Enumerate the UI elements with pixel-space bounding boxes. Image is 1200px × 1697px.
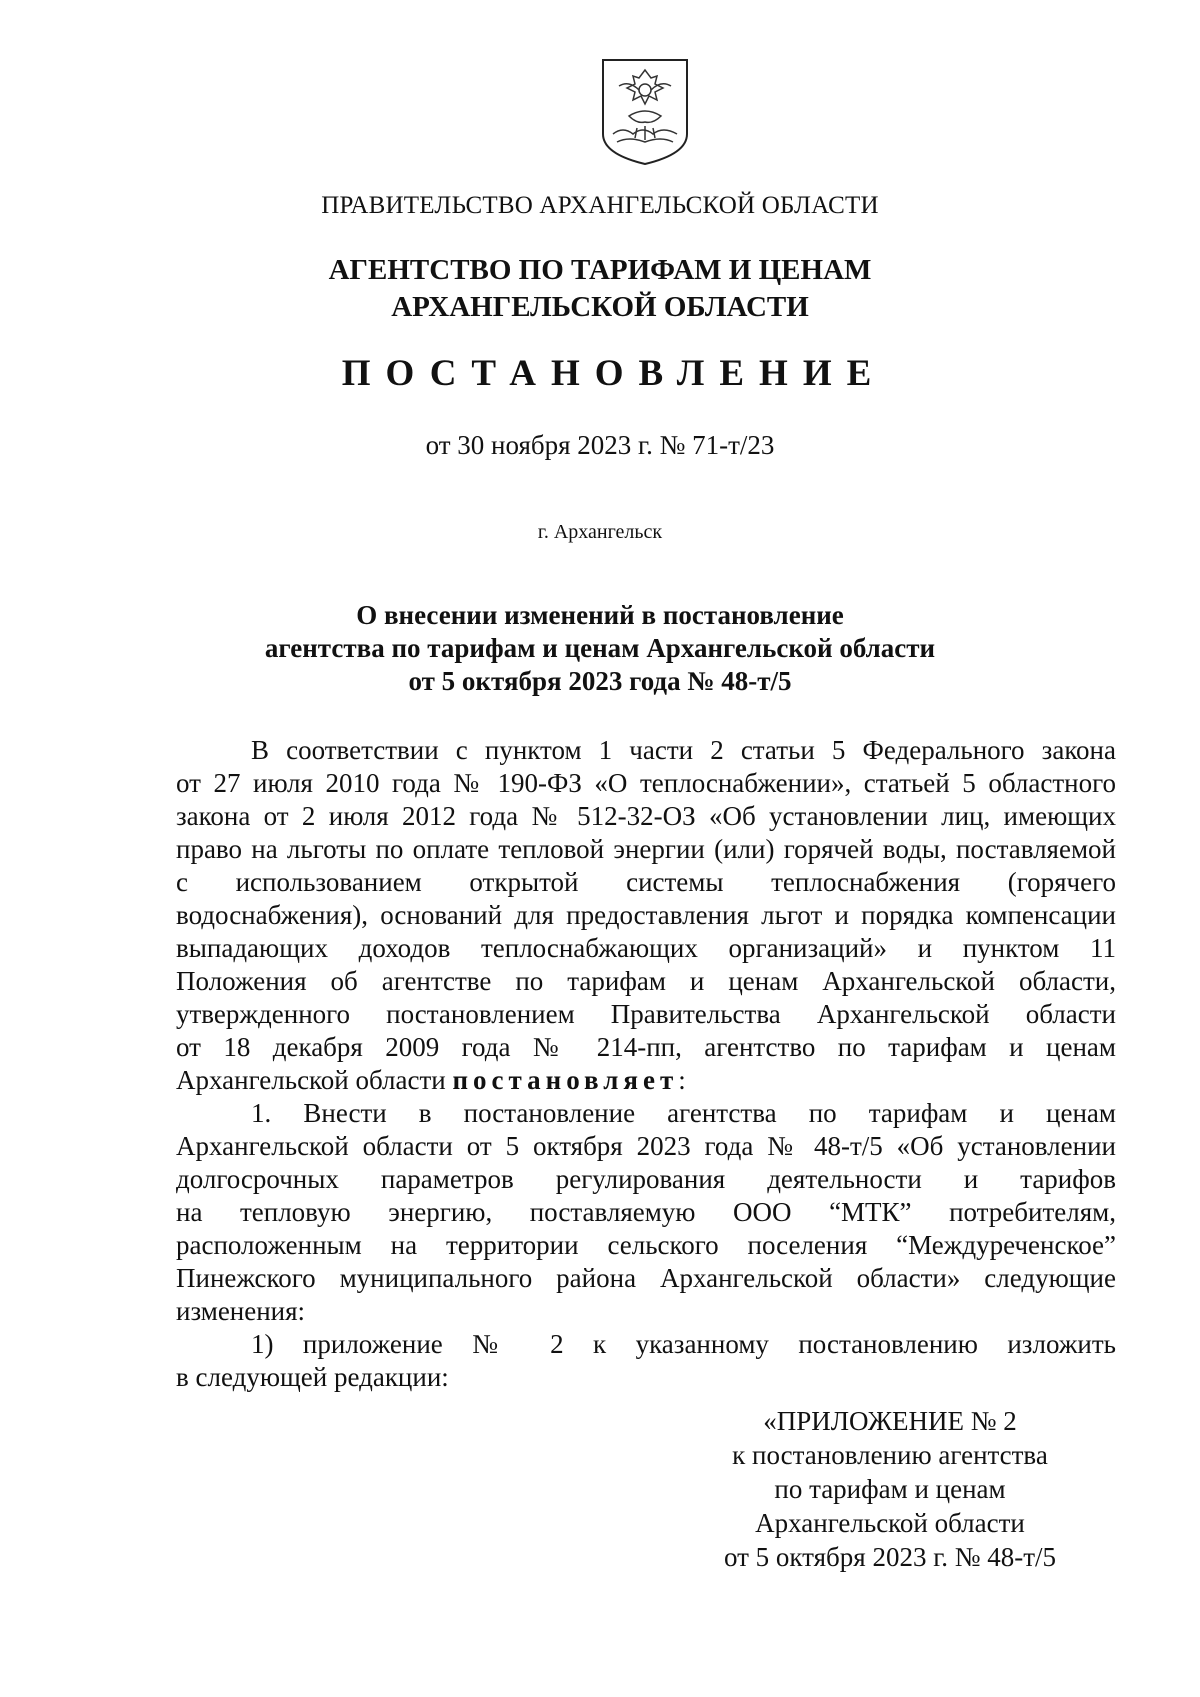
appendix-header [680,1404,1100,1574]
agency-name-line-2: АРХАНГЕЛЬСКОЙ ОБЛАСТИ [391,291,809,323]
preamble-line: В соответствии с пунктом 1 части 2 статьи 5 Федерального закона [251,735,1116,765]
appendix-line-5: от 5 октября 2023 г. № 48-т/5 [723,1542,1057,1572]
preamble-last-line-prefix: Архангельской области [176,1065,453,1095]
subject-line-1: О внесении изменений в постановление [356,600,844,630]
preamble-line: выпадающих доходов теплоснабжающих организаций» и пунктом 11 [176,933,1116,963]
preamble-line: утвержденного постановлением Правительства Архангельской области [176,999,1116,1029]
coat-of-arms-icon [599,56,691,168]
preamble-line: закона от 2 июля 2012 года № 512-32-ОЗ «Об установлении лиц, имеющих [176,801,1116,831]
document-city: г. Архангельск [537,521,663,543]
preamble-line: от 18 декабря 2009 года № 214-пп, агентство по тарифам и ценам [176,1032,1116,1062]
appendix-line-2: к постановлению агентства [732,1440,1048,1470]
subitem-1-line-1: 1) приложение № 2 к указанному постановлению изложить [251,1329,1116,1359]
subject-line-2: агентства по тарифам и ценам Архангельской области [264,633,936,663]
item-1-line: Пинежского муниципального района Архангельской области» следующие [176,1263,1116,1293]
preamble-line: Положения об агентстве по тарифам и ценам Архангельской области, [176,966,1116,996]
subitem-1-line-2: в следующей редакции: [176,1362,449,1392]
preamble-paragraph [176,734,1116,1097]
agency-name-line-1: АГЕНТСТВО ПО ТАРИФАМ И ЦЕНАМ [328,254,872,286]
appendix-line-4: Архангельской области [755,1508,1025,1538]
item-1-line: Архангельской области от 5 октября 2023 года № 48-т/5 «Об установлении [176,1131,1116,1161]
preamble-line: водоснабжения), оснований для предоставления льгот и порядка компенсации [176,900,1116,930]
item-1-line: расположенным на территории сельского поселения “Междуреченское” [176,1230,1116,1260]
preamble-last-line [176,1064,1116,1097]
document-date-number: от 30 ноября 2023 г. № 71-т/23 [425,430,775,460]
preamble-line: с использованием открытой системы теплоснабжения (горячего [176,867,1116,897]
appendix-line-3: по тарифам и ценам [774,1474,1006,1504]
item-1-line: долгосрочных параметров регулирования деятельности и тарифов [176,1164,1116,1194]
preamble-line: от 27 июля 2010 года № 190-ФЗ «О теплоснабжении», статьей 5 областного [176,768,1116,798]
item-1-line: 1. Внести в постановление агентства по тарифам и ценам [251,1098,1116,1128]
appendix-title: «ПРИЛОЖЕНИЕ № 2 [763,1406,1017,1436]
subitem-1-paragraph [176,1328,1116,1394]
document-subject [0,599,1200,698]
preamble-line: право на льготы по оплате тепловой энергии (или) горячей воды, поставляемой [176,834,1116,864]
subject-line-3: от 5 октября 2023 года № 48-т/5 [408,666,792,696]
item-1-last-line: изменения: [176,1296,306,1326]
resolves-word: постановляет [452,1065,679,1095]
item-1-paragraph [176,1097,1116,1328]
document-type: ПОСТАНОВЛЕНИЕ [341,353,887,394]
agency-name [0,252,1200,326]
government-name: ПРАВИТЕЛЬСТВО АРХАНГЕЛЬСКОЙ ОБЛАСТИ [321,192,879,219]
preamble-last-line-suffix: : [678,1065,686,1095]
item-1-line: на тепловую энергию, поставляемую ООО “МТК” потребителям, [176,1197,1116,1227]
